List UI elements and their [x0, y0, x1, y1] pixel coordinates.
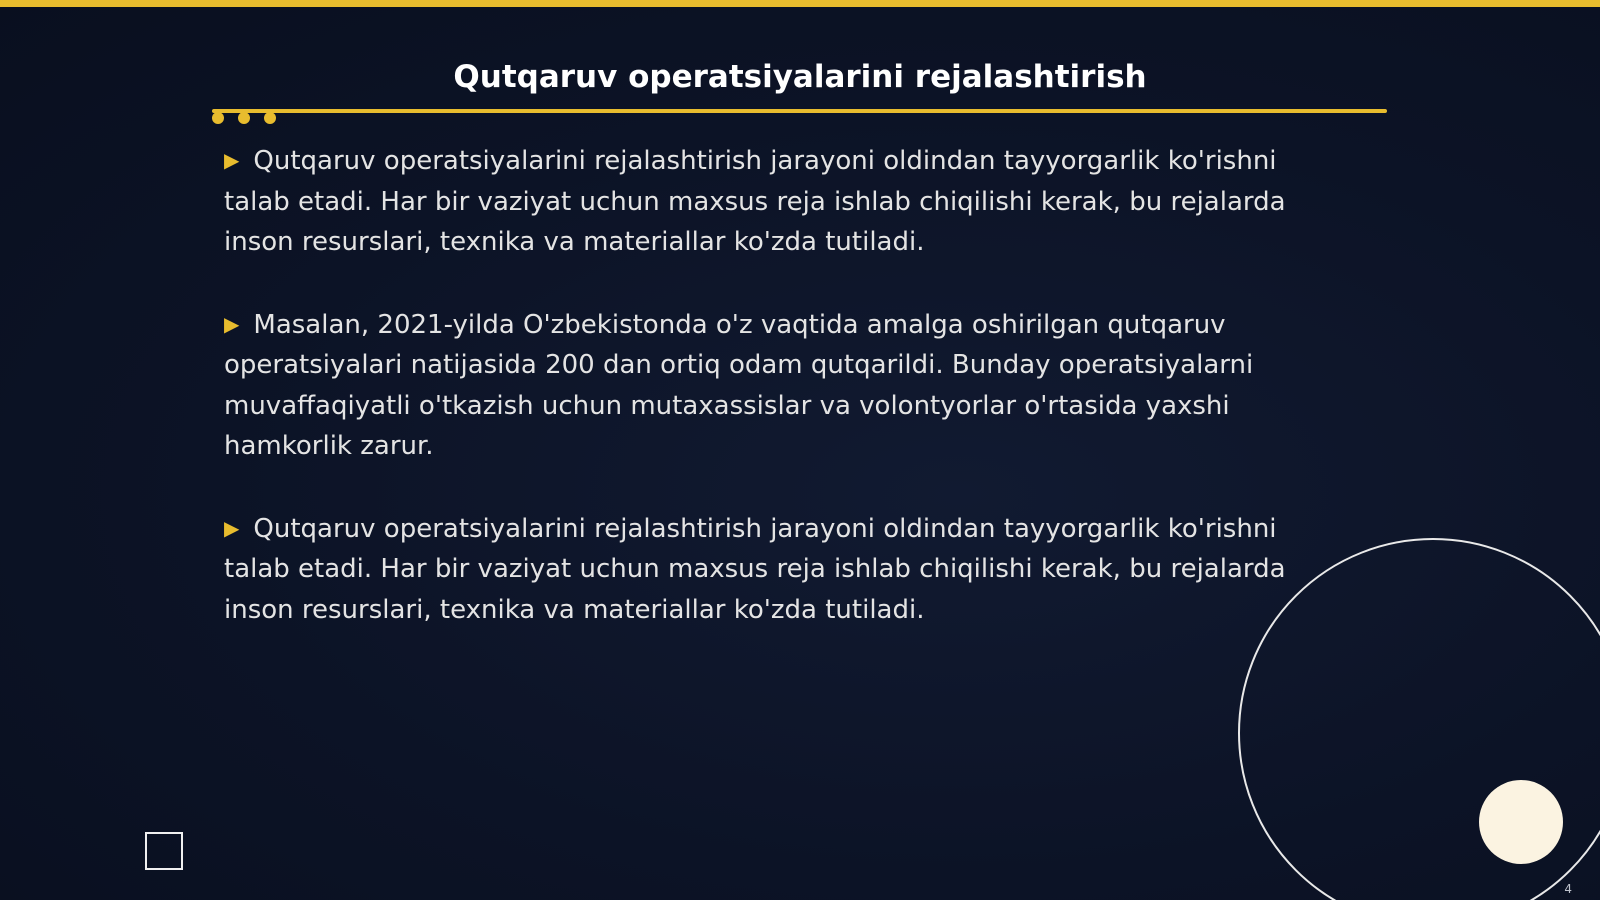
decor-dot-1 — [212, 112, 224, 124]
bullet-item-1 — [224, 140, 1334, 263]
title-underline — [212, 109, 1387, 113]
bullet-text-3: Qutqaruv operatsiyalarini rejalashtirish jarayoni oldindan tayyorgarlik ko'rishni talab etadi. Har bir vaziyat uchun maxsus reja ishlab chiqilishi kerak, bu rejalarda inson resurslari, texnika va materiallar ko'zda tutiladi. — [224, 513, 1286, 625]
decor-square — [145, 832, 183, 870]
bullet-arrow-icon: ▶ — [224, 515, 240, 540]
bullet-text-1: Qutqaruv operatsiyalarini rejalashtirish jarayoni oldindan tayyorgarlik ko'rishni talab etadi. Har bir vaziyat uchun maxsus reja ishlab chiqilishi kerak, bu rejalarda inson resurslari, texnika va materiallar ko'zda tutiladi. — [224, 146, 1286, 257]
bullet-item-3 — [224, 508, 1334, 631]
slide-title: Qutqaruv operatsiyalarini rejalashtirish — [453, 59, 1147, 95]
bullet-item-2 — [224, 304, 1334, 467]
decor-dot-3 — [264, 112, 276, 124]
top-accent-bar — [0, 0, 1600, 7]
decor-disc — [1479, 780, 1563, 864]
bullet-text-2: Masalan, 2021-yilda O'zbekistonda o'z vaqtida amalga oshirilgan qutqaruv operatsiyalari natijasida 200 dan ortiq odam qutqarildi. Bunday operatsiyalarni muvaffaqiyatli o'tkazish uchun mutaxassislar va volontyorlar o'rtasida yaxshi hamkorlik zarur. — [224, 309, 1254, 461]
bullet-list — [224, 140, 1334, 671]
page-number: 4 — [1564, 882, 1572, 896]
bullet-arrow-icon: ▶ — [224, 311, 240, 336]
decor-dot-2 — [238, 112, 250, 124]
bullet-arrow-icon: ▶ — [224, 148, 240, 172]
